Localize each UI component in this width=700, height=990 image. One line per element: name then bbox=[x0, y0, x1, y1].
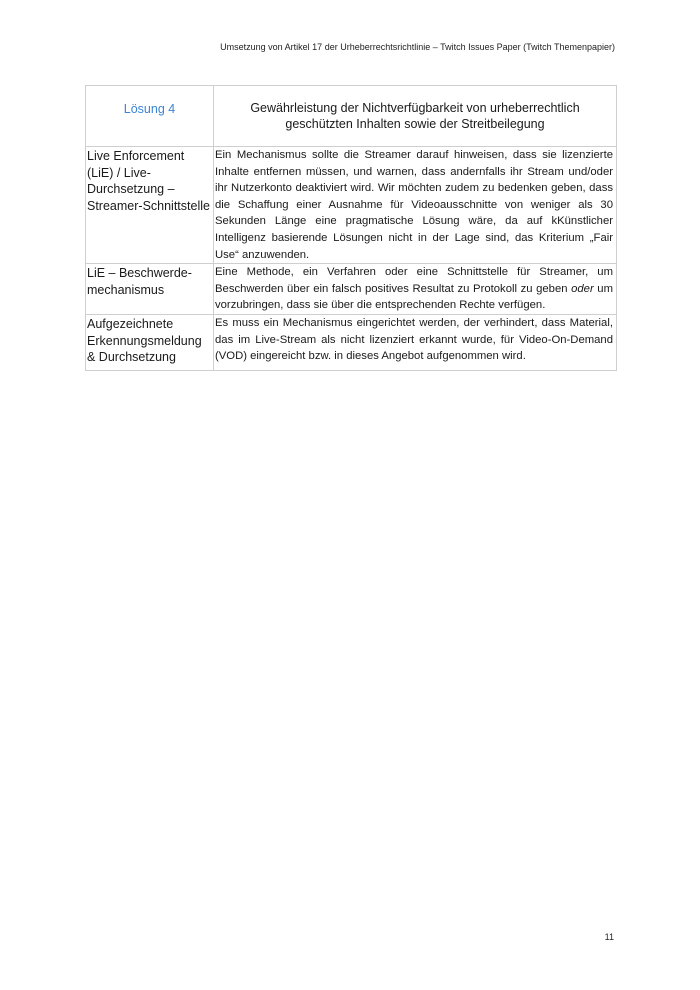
row-text-recorded-detection: Es muss ein Mechanismus eingerichtet werden, der verhindert, dass Material, das im Live-Stream als nicht lizenziert erkannt wurde, für Video-On-Demand (VOD) eingereicht bzw. in dieses Angebot aufgenommen wird. bbox=[214, 314, 617, 370]
row-text-live-enforcement: Ein Mechanismus sollte die Streamer darauf hinweisen, dass sie lizenzierte Inhalte entfernen müssen, und warnen, dass andernfalls ihr Stream und/oder ihr Nutzerkonto deaktiviert wird. Wir möchten zudem zu bedenken geben, dass die Schaffung einer Ausnahme für Videoausschnitte von weniger als 30 Sekunden Länge eine pragmatische Lösung wäre, da auf kKünstlicher Intelligenz basierende Lösungen nicht in der Lage sind, das Kriterium „Fair Use“ anzuwenden. bbox=[214, 147, 617, 264]
table-row bbox=[86, 314, 617, 370]
row-label-live-enforcement: Live Enforcement (LiE) / Live-Durchsetzung – Streamer-Schnittstelle bbox=[86, 147, 214, 264]
solution-title: Gewährleistung der Nichtverfügbarkeit von urheberrechtlich geschützten Inhalten sowie der Streitbeilegung bbox=[214, 86, 617, 147]
page-number: 11 bbox=[604, 932, 614, 942]
table-row bbox=[86, 147, 617, 264]
table-header-row bbox=[86, 86, 617, 147]
row-text-emphasis: oder bbox=[571, 282, 594, 295]
row-text-part-1: Eine Methode, ein Verfahren oder eine Schnittstelle für Streamer, um Beschwerden über ein falsch positives Resultat zu Protokoll zu geben bbox=[215, 266, 613, 295]
row-text-complaint-mechanism bbox=[214, 264, 617, 315]
table-row bbox=[86, 264, 617, 315]
running-header: Umsetzung von Artikel 17 der Urheberrechtsrichtlinie – Twitch Issues Paper (Twitch Themenpapier) bbox=[220, 42, 615, 52]
solution-table bbox=[85, 85, 617, 371]
row-label-recorded-detection: Aufgezeichnete Erkennungsmeldung & Durchsetzung bbox=[86, 314, 214, 370]
solution-label: Lösung 4 bbox=[86, 86, 214, 147]
row-label-complaint-mechanism: LiE – Beschwerde-mechanismus bbox=[86, 264, 214, 315]
row-text-part-2: um vorzubringen, dass sie über die entsprechenden Rechte verfügen. bbox=[215, 282, 613, 312]
